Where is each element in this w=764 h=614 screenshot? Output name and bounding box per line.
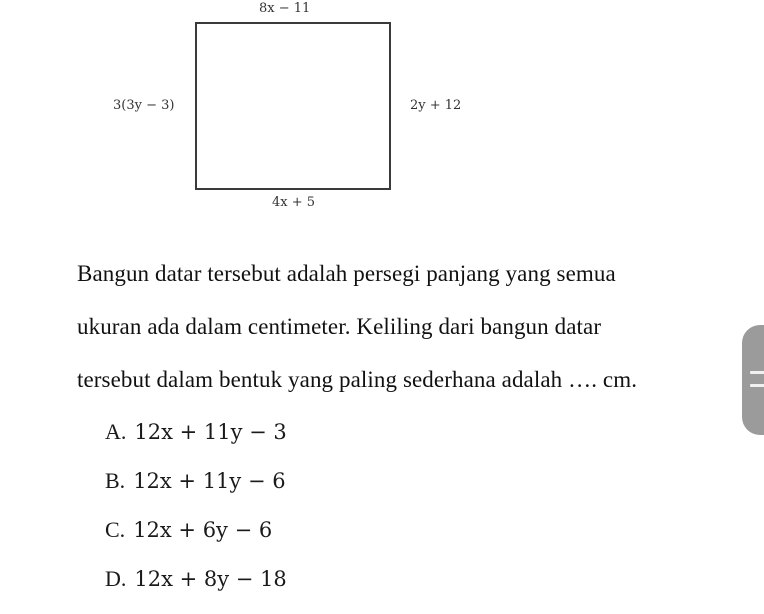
- option-c[interactable]: [105, 517, 272, 543]
- option-a[interactable]: [105, 419, 287, 445]
- bottom-side-label: 4x + 5: [272, 195, 316, 210]
- right-side-label: 2y + 12: [410, 98, 462, 113]
- option-letter: C.: [105, 517, 126, 542]
- option-letter: D.: [105, 566, 127, 591]
- option-b[interactable]: [105, 468, 286, 494]
- side-panel-handle[interactable]: [742, 325, 764, 435]
- option-letter: B.: [105, 468, 126, 493]
- top-side-label: 8x − 11: [259, 1, 311, 16]
- left-side-label: 3(3y − 3): [113, 98, 175, 113]
- option-expression: 12x + 8y − 18: [134, 567, 287, 591]
- menu-handle-icon: [750, 384, 764, 387]
- option-d[interactable]: [105, 566, 287, 592]
- question-line: Bangun datar tersebut adalah persegi panjang yang semua: [77, 261, 616, 286]
- option-expression: 12x + 11y − 3: [134, 420, 287, 444]
- option-expression: 12x + 11y − 6: [133, 469, 286, 493]
- menu-handle-icon: [750, 371, 764, 374]
- option-expression: 12x + 6y − 6: [133, 518, 273, 542]
- question-line: ukuran ada dalam centimeter. Keliling dari bangun datar: [77, 314, 602, 339]
- option-letter: A.: [105, 419, 127, 444]
- question-line: tersebut dalam bentuk yang paling sederhana adalah …. cm.: [77, 367, 638, 392]
- rectangle-shape: [195, 22, 391, 190]
